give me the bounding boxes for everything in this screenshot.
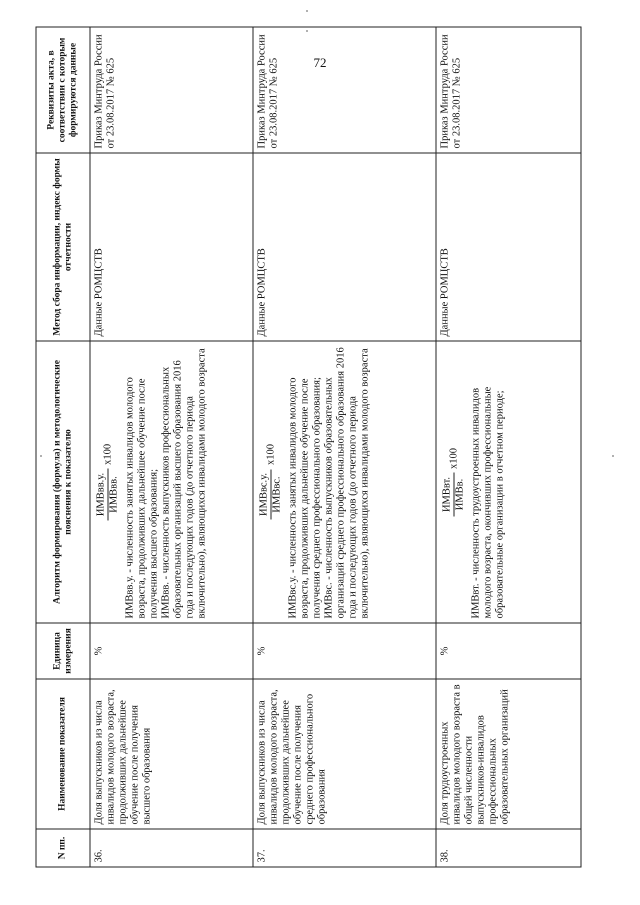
- indicator-name: Доля выпускников из числа инвалидов молодого возраста, продолживших дальнейшее обучение после получения среднего профессионального образования: [253, 679, 436, 829]
- formula-explanation: ИМВвт. - численность трудоустроенных инвалидов молодого возраста, окончивших профессиональные образовательные организации в отчетном периоде;: [470, 386, 506, 619]
- algorithm: [436, 341, 581, 623]
- unit: %: [90, 623, 253, 679]
- formula-numerator: ИМВвв.у.: [96, 469, 109, 520]
- row-number: 36.: [90, 829, 253, 867]
- legal-requisites: Приказ Минтруда России от 23.08.2017 № 625: [436, 27, 581, 153]
- header-unit: Единица измерения: [36, 623, 90, 679]
- row-number: 37.: [253, 829, 436, 867]
- algorithm: [90, 341, 253, 623]
- formula-numerator: ИМВвс.у.: [259, 469, 272, 520]
- row-number: 38.: [436, 829, 581, 867]
- formula-denominator: ИМВвв.: [108, 476, 120, 513]
- header-num: N пп.: [36, 829, 90, 867]
- indicator-name: Доля выпускников из числа инвалидов молодого возраста, продолживших дальнейшее обучение после получения высшего образования: [90, 679, 253, 829]
- header-method: Метод сбора информации, индекс формы отчетности: [36, 153, 90, 341]
- table-row: [90, 27, 253, 867]
- rotated-table-container: [36, 28, 581, 868]
- formula-multiplier: x100: [102, 443, 114, 465]
- algorithm: [253, 341, 436, 623]
- formula-explanation: ИМВвс.у. - численность занятых инвалидов молодого возраста, продолживших дальнейшее обучение после получения среднего профессионального образования;: [287, 377, 323, 619]
- formula-denominator: ИМВв.: [454, 478, 466, 511]
- formula: [96, 346, 121, 619]
- unit: %: [253, 623, 436, 679]
- formula: [259, 346, 284, 619]
- collection-method: Данные РОМЦСТВ: [90, 153, 253, 341]
- formula-multiplier: x100: [448, 447, 460, 469]
- table-header-row: [36, 27, 90, 867]
- unit: %: [436, 623, 581, 679]
- legal-requisites: Приказ Минтруда России от 23.08.2017 № 625: [253, 27, 436, 153]
- table-row: [436, 27, 581, 867]
- header-requisites: Реквизиты акта, в соответствии с которым формируются данные: [36, 27, 90, 153]
- header-algorithm: Алгоритм формирования (формула) и методологические пояснения к показателю: [36, 341, 90, 623]
- formula-multiplier: x100: [265, 444, 277, 466]
- collection-method: Данные РОМЦСТВ: [436, 153, 581, 341]
- formula-numerator: ИМВвт.: [442, 473, 455, 516]
- header-name: Наименование показателя: [36, 679, 90, 829]
- collection-method: Данные РОМЦСТВ: [253, 153, 436, 341]
- table-row: [253, 27, 436, 867]
- formula-explanation: ИМВвв.у. - численность занятых инвалидов молодого возраста, продолживших дальнейшее обучение после получения высшего образования;: [124, 377, 160, 619]
- formula-explanation: ИМВвв. - численность выпускников профессиональных образовательных организаций высшего образования 2016 года и последующих годов (до отчетного периода включительно), являющихся инвалидами молодого возраста: [160, 348, 208, 619]
- legal-requisites: Приказ Минтруда России от 23.08.2017 № 625: [90, 27, 253, 153]
- scan-dot: [306, 10, 308, 12]
- scan-dot: [612, 455, 614, 457]
- formula-denominator: ИМВвс.: [271, 476, 283, 513]
- formula-explanation: ИМВвс. - численность выпускников образовательных организаций среднего профессионального образования 2016 года и последующих годов (до отчетного периода включительно), являющихся инвалидами молодого возраста: [323, 347, 371, 619]
- indicators-table: [36, 27, 582, 868]
- indicator-name: Доля трудоустроенных инвалидов молодого возраста в общей численности выпускников-инвалидов профессиональных образовательных организаций: [436, 679, 581, 829]
- page-number: 72: [313, 55, 327, 70]
- formula: [442, 346, 467, 619]
